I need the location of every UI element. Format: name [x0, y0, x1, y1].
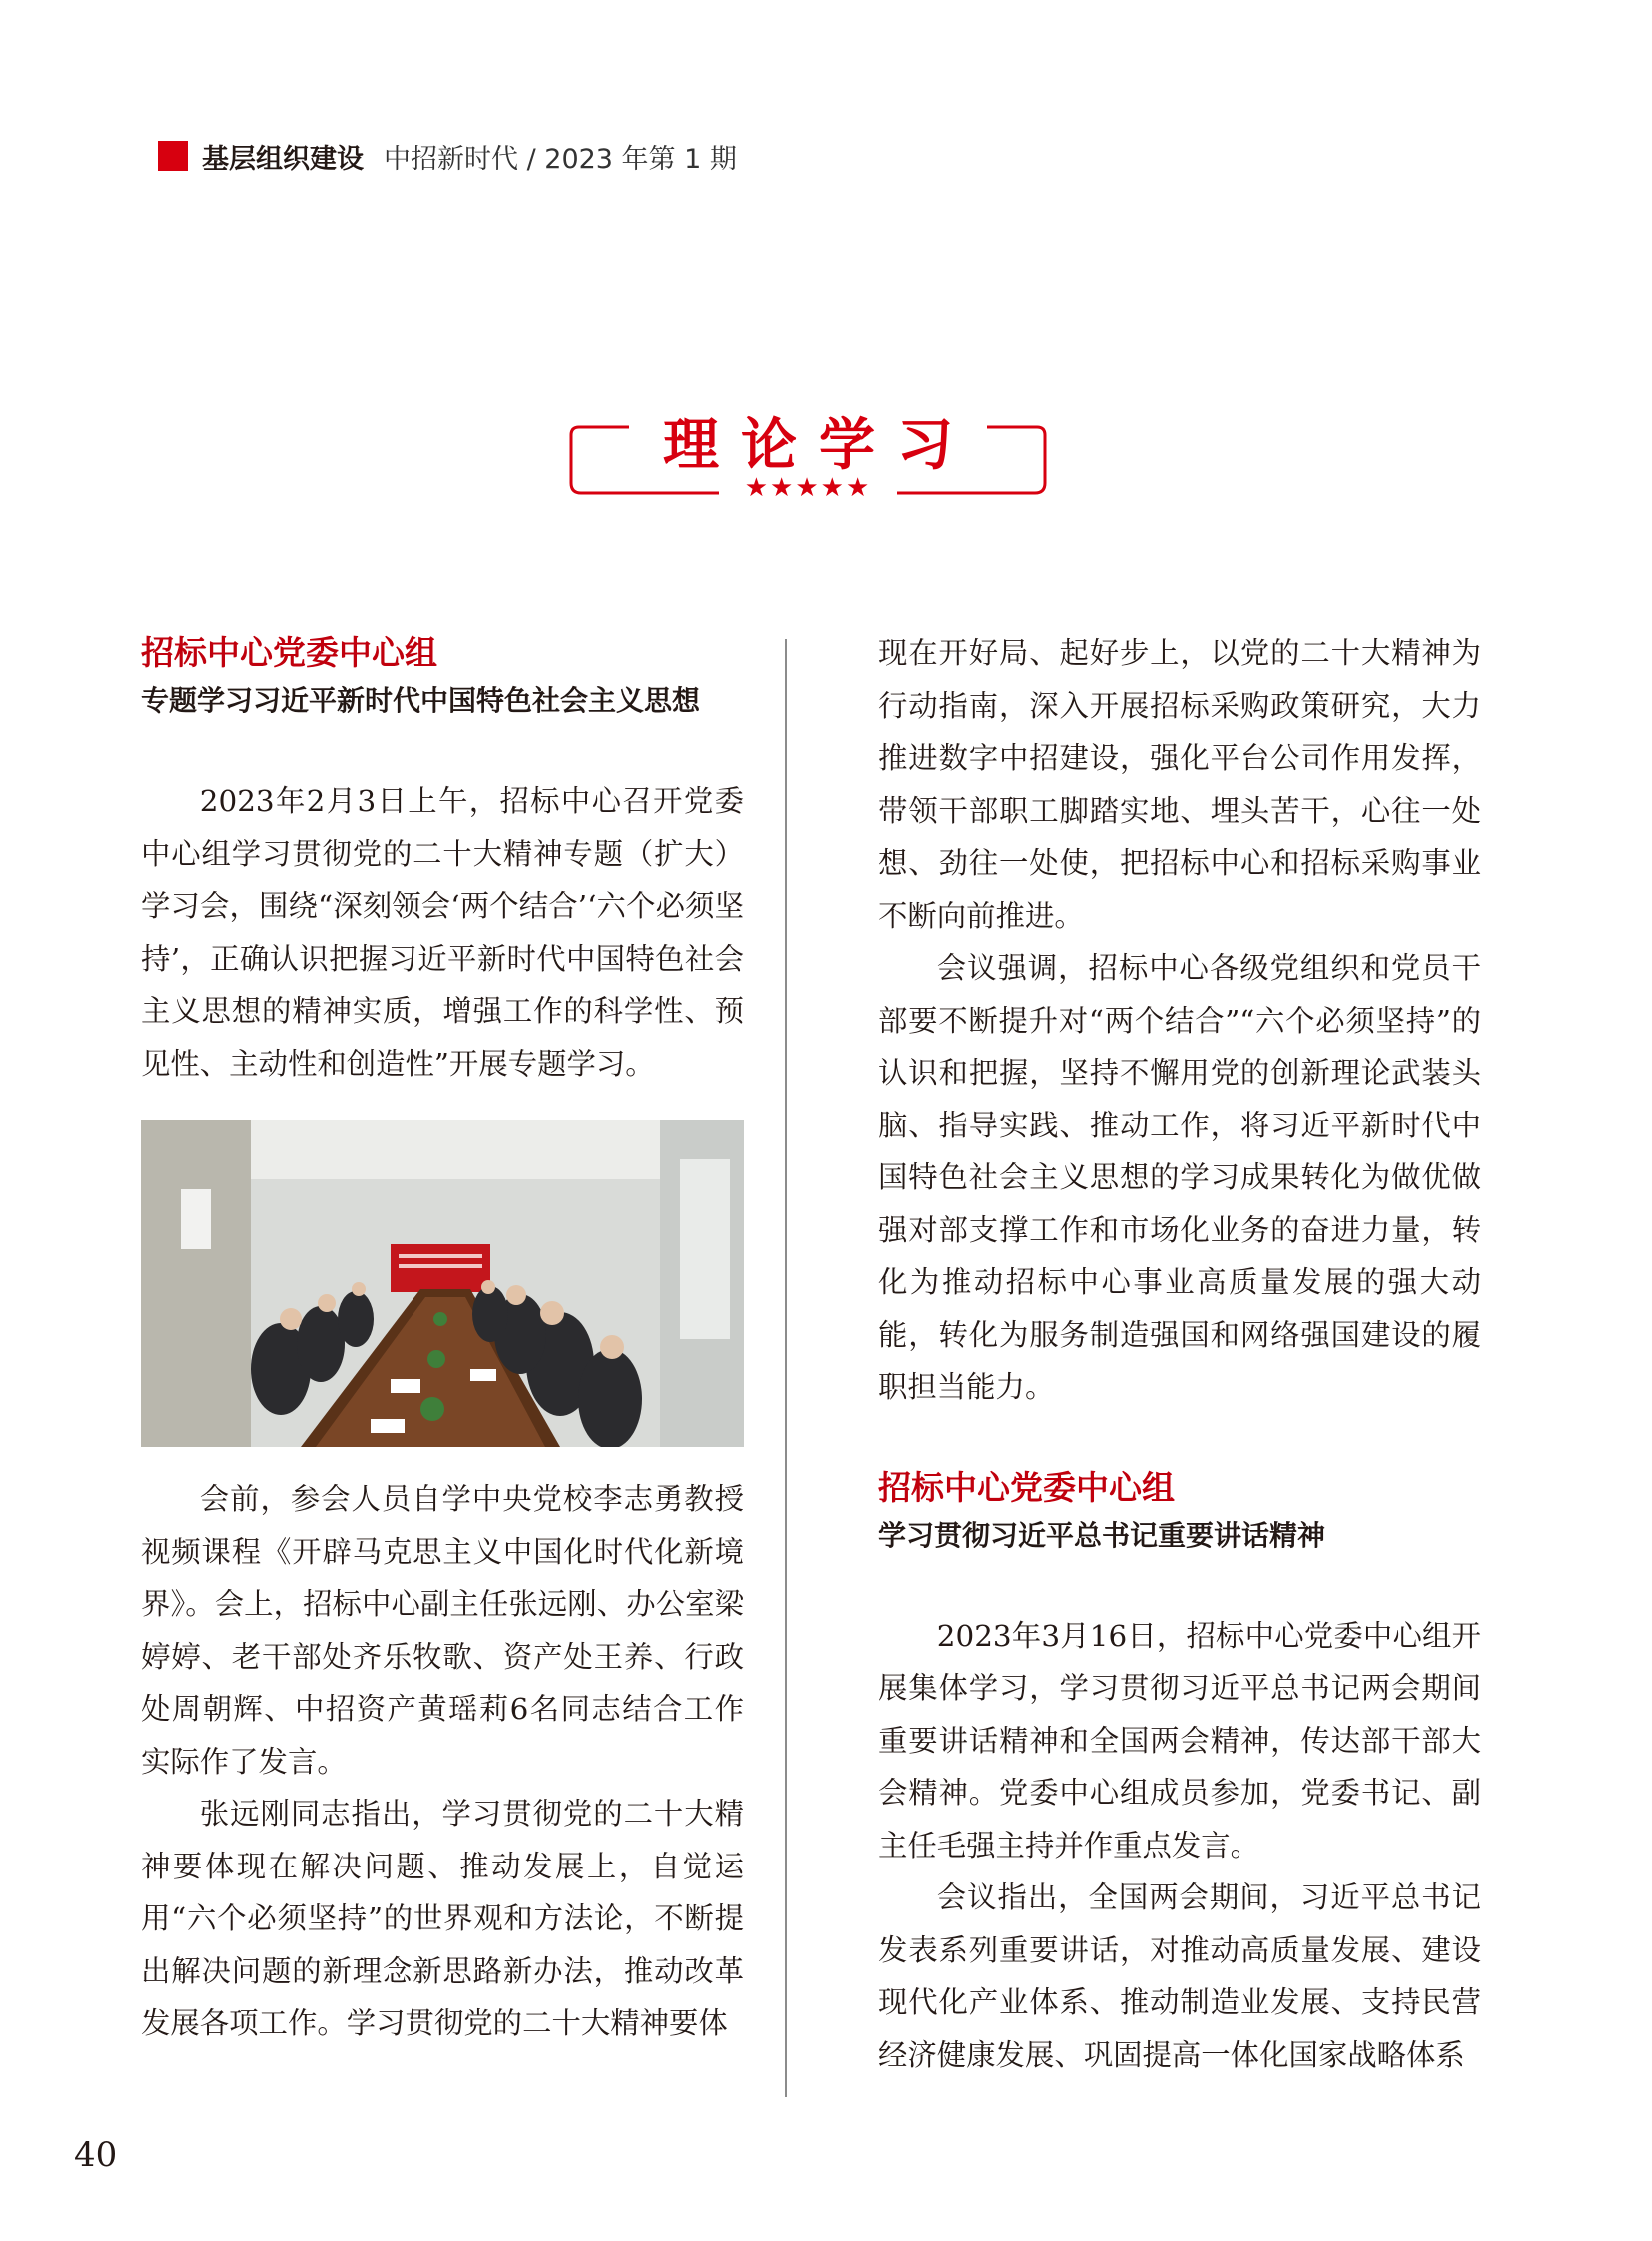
issue-label: 中招新时代 / 2023 年第 1 期 [384, 143, 737, 175]
article2-paragraph: 会议指出，全国两会期间，习近平总书记发表系列重要讲话，对推动高质量发展、建设现代化产业体系、推动制造业发展、支持民营经济健康发展、巩固提高一体化国家战略体系 [878, 1880, 1481, 2072]
left-column [141, 627, 744, 2050]
meeting-photo [141, 1120, 744, 1447]
right-column [878, 627, 1481, 2081]
page-number: 40 [74, 2135, 118, 2175]
article1-paragraph: 会前，参会人员自学中央党校李志勇教授视频课程《开辟马克思主义中国化时代化新境界》。会上，招标中心副主任张远刚、办公室梁婷婷、老干部处齐乐牧歌、资产处王养、行政处周朝辉、中招资产黄瑶莉6名同志结合工作实际作了发言。 [141, 1482, 744, 1779]
section-banner [569, 412, 1047, 503]
banner-title: 理论学习 [663, 412, 975, 478]
article1-paragraph: 2023年2月3日上午，招标中心召开党委中心组学习贯彻党的二十大精神专题（扩大）学习会，围绕“深刻领会‘两个结合’‘六个必须坚持’，正确认识把握习近平新时代中国特色社会主义思想的精神实质，增强工作的科学性、预见性、主动性和创造性”开展专题学习。 [141, 784, 744, 1081]
article1-paragraph: 会议强调，招标中心各级党组织和党员干部要不断提升对“两个结合”“六个必须坚持”的认识和把握，坚持不懈用党的创新理论武装头脑、指导实践、推动工作，将习近平新时代中国特色社会主义思想的学习成果转化为做优做强对部支撑工作和市场化业务的奋进力量，转化为推动招标中心事业高质量发展的强大动能，转化为服务制造强国和网络强国建设的履职担当能力。 [878, 951, 1481, 1404]
section-marker [158, 141, 188, 171]
section-name: 基层组织建设 [202, 143, 364, 175]
article2-title: 招标中心党委中心组 [878, 1467, 1175, 1507]
article1-title: 招标中心党委中心组 [141, 633, 437, 672]
page-header [158, 138, 737, 174]
article1-paragraph-continued: 现在开好局、起好步上，以党的二十大精神为行动指南，深入开展招标采购政策研究，大力推进数字中招建设，强化平台公司作用发挥，带领干部职工脚踏实地、埋头苦干，心往一处想、劲往一处使，把招标中心和招标采购事业不断向前推进。 [878, 636, 1481, 933]
article2-subtitle: 学习贯彻习近平总书记重要讲话精神 [878, 1518, 1326, 1552]
article2-paragraph: 2023年3月16日，招标中心党委中心组开展集体学习，学习贯彻习近平总书记两会期间重要讲话精神和全国两会精神，传达部干部大会精神。党委中心组成员参加，党委书记、副主任毛强主持并作重点发言。 [878, 1618, 1481, 1863]
article1-paragraph: 张远刚同志指出，学习贯彻党的二十大精神要体现在解决问题、推动发展上，自觉运用“六个必须坚持”的世界观和方法论，不断提出解决问题的新理念新思路新办法，推动改革发展各项工作。学习贯彻党的二十大精神要体 [141, 1797, 744, 2040]
column-divider [785, 639, 787, 2097]
banner-stars: ★★★★★ [744, 473, 872, 503]
article1-subtitle: 专题学习习近平新时代中国特色社会主义思想 [141, 684, 701, 717]
